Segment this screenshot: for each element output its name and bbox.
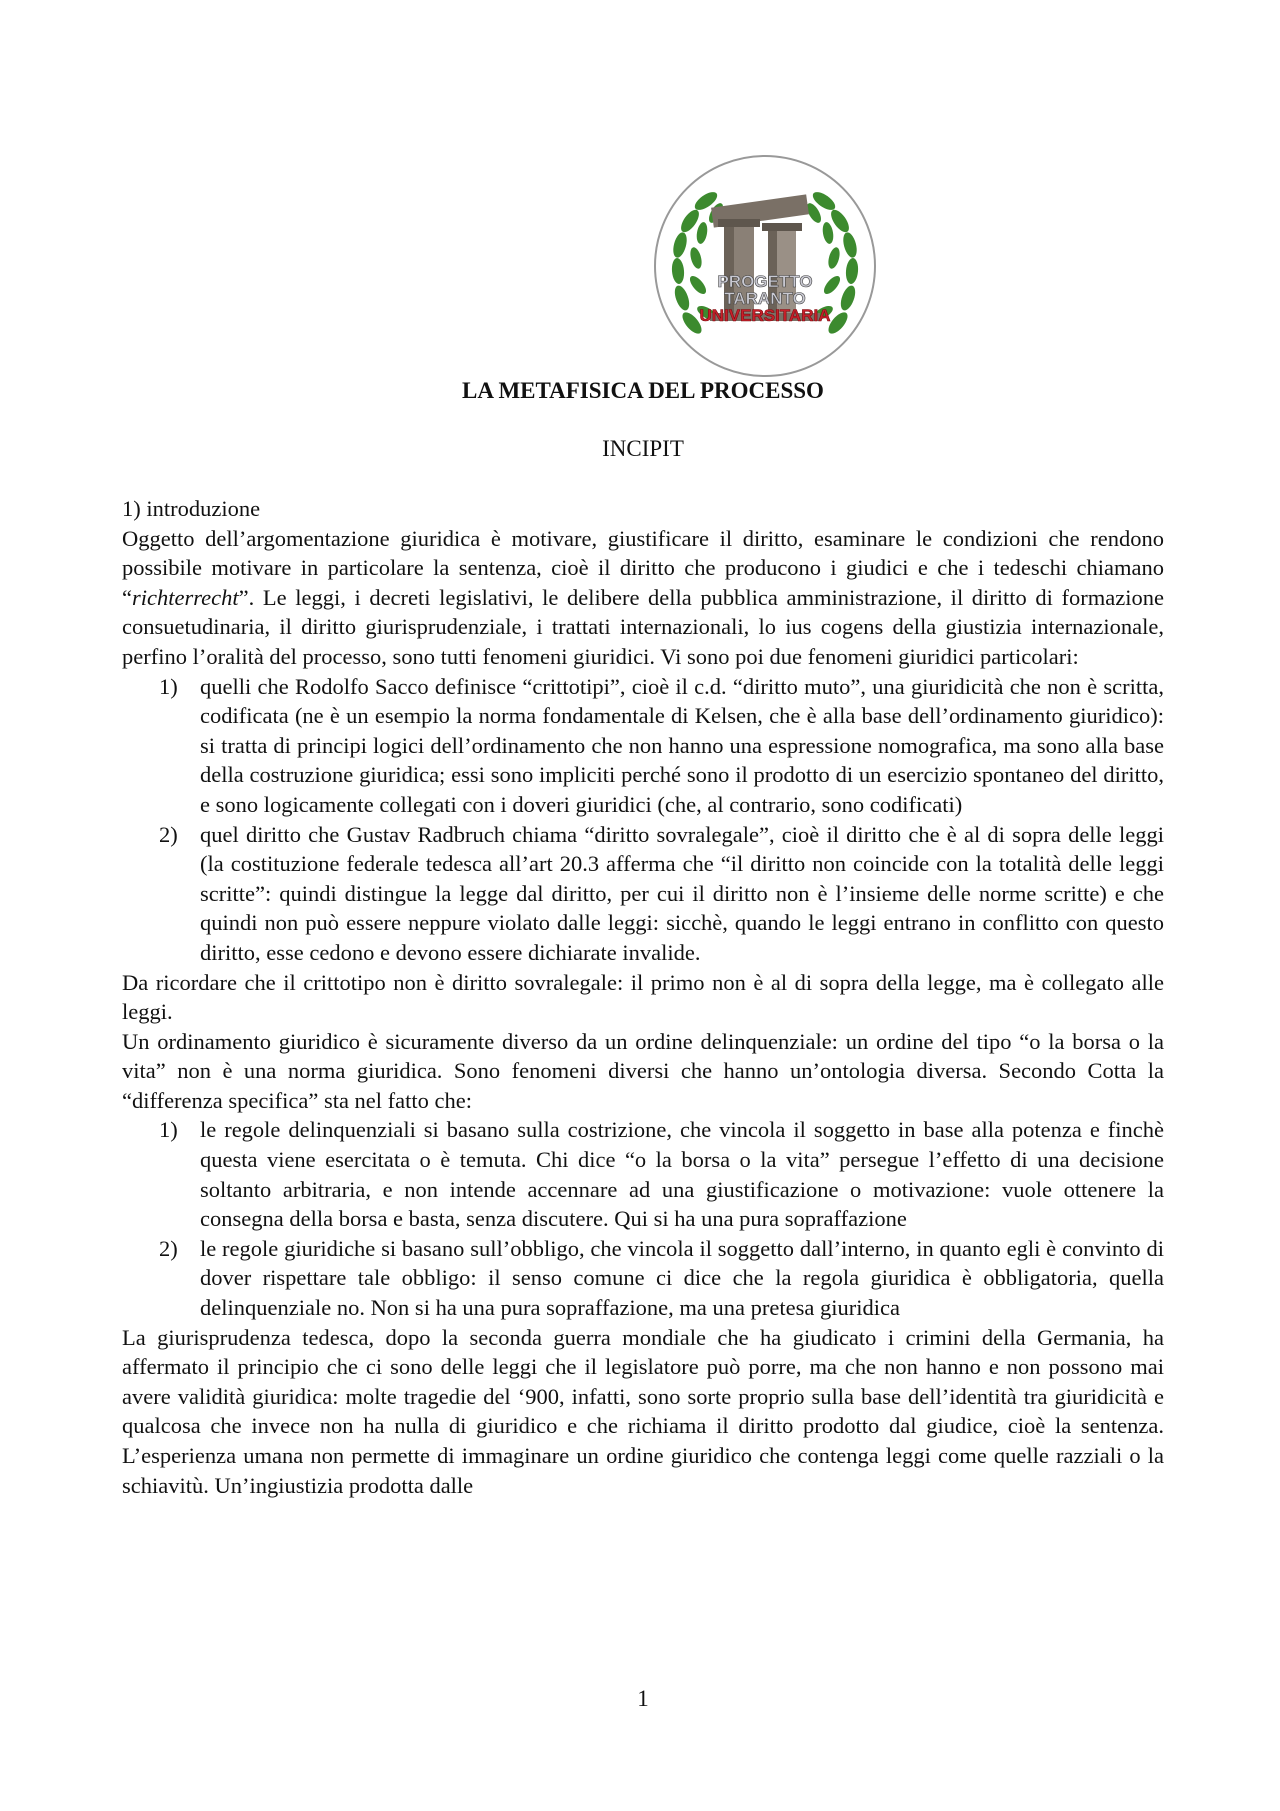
section-heading: 1) introduzione (122, 496, 261, 521)
paragraph-4: La giurisprudenza tedesca, dopo la seconda guerra mondiale che ha giudicato i crimini della Germania, ha affermato il principio che ci sono delle leggi che il legislatore può porre, ma che non hanno e non possono mai avere validità giuridica: molte tragedie del ‘900, infatti, sono sorte proprio sulla base dell’identità tra giuridicità e qualcosa che invece non ha nulla di giuridico e che richiama il diritto prodotto dal giudice, cioè la sentenza. L’esperienza umana non permette di immaginare un ordine giuridico che contenga leggi come quelle razziali o la schiavitù. Un’ingiustizia prodotta dalle (122, 1324, 1164, 1498)
paragraph-1-text-b: ”. Le leggi, i decreti legislativi, le delibere della pubblica amministrazione, il diritto di formazione consuetudinaria, il diritto giurisprudenziale, i trattati internazionali, lo ius cogens della giustizia internazionale, perfino l’oralità del processo, sono tutti fenomeni giuridici. Vi sono poi due fenomeni giuridici particolari: (122, 584, 1164, 669)
list-item (122, 1234, 1164, 1323)
list-item-number: 2) (159, 1235, 178, 1261)
paragraph-3: Un ordinamento giuridico è sicuramente diverso da un ordine delinquenziale: un ordine del tipo “o la borsa o la vita” non è una norma giuridica. Sono fenomeni diversi che hanno un’ontologia diversa. Secondo Cotta la “differenza specifica” sta nel fatto che: (122, 1028, 1164, 1113)
paragraph-1-text-a: Oggetto dell’argomentazione giuridica è motivare, giustificare il diritto, esaminare le condizioni che rendono possibile motivare in particolare la sentenza, cioè il diritto che producono i giudici e che i tedeschi chiamano “ (122, 525, 1164, 610)
document-body (122, 494, 1164, 1500)
list-item-text: le regole giuridiche si basano sull’obbligo, che vincola il soggetto dall’interno, in quanto egli è convinto di dover rispettare tale obbligo: il senso comune ci dice che la regola giuridica è obbligatoria, quella delinquenziale no. Non si ha una pura sopraffazione, ma una pretesa giuridica (200, 1235, 1164, 1321)
list-phenomena (122, 672, 1164, 968)
list-item-number: 1) (159, 673, 178, 699)
page-number: 1 (637, 1686, 649, 1711)
italic-term: richterrecht (132, 584, 239, 610)
list-item-number: 2) (159, 821, 178, 847)
list-item-text: le regole delinquenziali si basano sulla costrizione, che vincola il soggetto in base alla potenza e finchè questa viene esercitata o è temuta. Chi dice “o la borsa o la vita” persegue l’effetto di una decisione soltanto arbitraria, e non intende accennare ad una giustificazione o motivazione: vuole ottenere la consegna della borsa e basta, senza discutere. Qui si ha una pura sopraffazione (200, 1117, 1164, 1232)
document-title: LA METAFISICA DEL PROCESSO (462, 378, 824, 403)
list-item (122, 1115, 1164, 1233)
list-item (122, 672, 1164, 820)
paragraph-2: Da ricordare che il crittotipo non è diritto sovralegale: il primo non è al di sopra della legge, ma è collegato alle leggi. (122, 969, 1164, 1025)
list-item (122, 820, 1164, 968)
logo-text-line1: PROGETTO (717, 272, 813, 291)
progetto-taranto-universitaria-logo (652, 153, 878, 379)
paragraph-1 (122, 524, 1164, 672)
logo-text-line3: UNIVERSITARIA (699, 306, 831, 325)
list-rules (122, 1115, 1164, 1322)
document-subtitle: INCIPIT (602, 436, 684, 461)
logo-text-line2: TARANTO (724, 289, 806, 308)
list-item-text: quelli che Rodolfo Sacco definisce “crittotipi”, cioè il c.d. “diritto muto”, una giuridicità che non è scritta, codificata (ne è un esempio la norma fondamentale di Kelsen, che è alla base dell’ordinamento giuridico): si tratta di principi logici dell’ordinamento che non hanno una espressione nomografica, ma sono alla base della costruzione giuridica; essi sono impliciti perché sono il prodotto di un esercizio spontaneo del diritto, e sono logicamente collegati con i doveri giuridici (che, al contrario, sono codificati) (200, 673, 1164, 817)
list-item-text: quel diritto che Gustav Radbruch chiama “diritto sovralegale”, cioè il diritto che è al di sopra delle leggi (la costituzione federale tedesca all’art 20.3 afferma che “il diritto non coincide con la totalità delle leggi scritte”: quindi distingue la legge dal diritto, per cui il diritto non è l’insieme delle norme scritte) e che quindi non può essere neppure violato dalle leggi: sicchè, quando le leggi entrano in conflitto con questo diritto, esse cedono e devono essere dichiarate invalide. (200, 821, 1164, 965)
list-item-number: 1) (159, 1117, 178, 1143)
